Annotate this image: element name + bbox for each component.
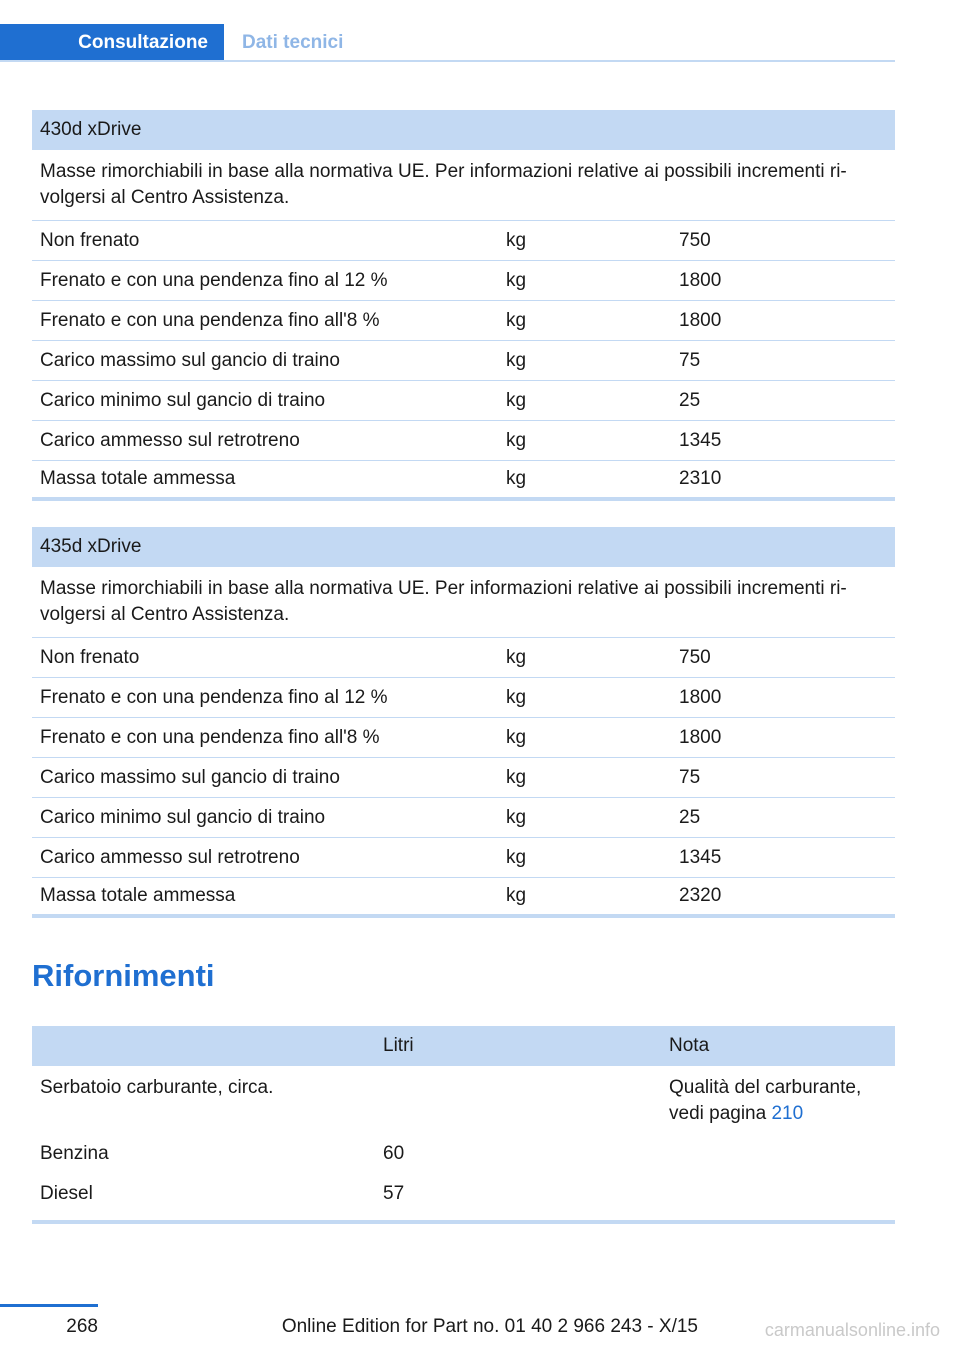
row-label: Carico ammesso sul retrotreno xyxy=(40,429,300,451)
row-label: Frenato e con una pendenza fino all'8 % xyxy=(40,726,380,748)
table-row xyxy=(32,798,895,838)
row-unit: kg xyxy=(506,349,527,371)
watermark: carmanualsonline.info xyxy=(764,1320,940,1340)
table-bottom-rule xyxy=(32,1220,895,1224)
header-cell-nota: Nota xyxy=(669,1035,710,1056)
row-label: Non frenato xyxy=(40,646,140,668)
table-row xyxy=(32,1132,895,1172)
tab-dati-tecnici[interactable]: Dati tecnici xyxy=(242,32,344,53)
row-unit: kg xyxy=(506,646,527,668)
table-row xyxy=(32,461,895,501)
row-label: Carico minimo sul gancio di traino xyxy=(40,806,326,828)
table-title: 430d xDrive xyxy=(32,110,895,150)
table-row xyxy=(32,421,895,461)
page-number: 268 xyxy=(66,1316,98,1337)
table-title: 435d xDrive xyxy=(32,527,895,567)
table-row xyxy=(32,878,895,918)
page-number-bar xyxy=(0,1304,98,1307)
table-row xyxy=(32,638,895,678)
row-value: 1800 xyxy=(679,269,722,291)
row-unit: kg xyxy=(506,468,527,489)
section-title-rifornimenti: Rifornimenti xyxy=(32,958,215,993)
row-unit: kg xyxy=(506,806,527,828)
row-value: 1800 xyxy=(679,686,722,708)
row-label: Frenato e con una pendenza fino al 12 % xyxy=(40,269,388,291)
table-row xyxy=(32,1172,895,1212)
row-label: Carico massimo sul gancio di traino xyxy=(40,766,340,788)
edition-text: Online Edition for Part no. 01 40 2 966 243 - X/15 xyxy=(281,1316,698,1337)
table-header-row xyxy=(32,1026,895,1066)
header-cell-litri: Litri xyxy=(383,1035,414,1056)
row-label: Carico minimo sul gancio di traino xyxy=(40,389,326,411)
row-value: 750 xyxy=(679,646,711,668)
row-unit: kg xyxy=(506,309,527,331)
table-430d xyxy=(32,110,895,501)
table-row xyxy=(32,1066,895,1132)
row-unit: kg xyxy=(506,429,527,451)
row-value: 25 xyxy=(679,389,701,411)
row-unit: kg xyxy=(506,766,527,788)
row-value: 2320 xyxy=(679,885,722,906)
page-reference-link[interactable]: 210 xyxy=(771,1103,804,1124)
row-value: 75 xyxy=(679,766,701,788)
table-row xyxy=(32,678,895,718)
row-label: Frenato e con una pendenza fino al 12 % xyxy=(40,686,388,708)
header-rule xyxy=(0,60,895,62)
row-value: 75 xyxy=(679,349,701,371)
table-row xyxy=(32,381,895,421)
row-liters: 60 xyxy=(383,1143,405,1164)
table-row xyxy=(32,758,895,798)
table-row xyxy=(32,261,895,301)
row-value: 1345 xyxy=(679,429,722,451)
tab-consultazione[interactable]: Consultazione xyxy=(0,24,224,62)
row-label: Serbatoio carburante, circa. xyxy=(40,1077,274,1098)
note-line-2: vedi pagina xyxy=(669,1103,772,1124)
note-line-1: Qualità del carburante, xyxy=(669,1077,862,1098)
row-unit: kg xyxy=(506,846,527,868)
row-label: Massa totale ammessa xyxy=(40,885,236,906)
row-unit: kg xyxy=(506,726,527,748)
chapter-header xyxy=(0,24,895,62)
row-unit: kg xyxy=(506,269,527,291)
row-value: 1345 xyxy=(679,846,722,868)
row-value: 1800 xyxy=(679,726,722,748)
row-value: 2310 xyxy=(679,468,722,489)
row-value: 25 xyxy=(679,806,701,828)
table-note: Masse rimorchiabili in base alla normativa UE. Per informazioni relative ai possibili incrementi ri‐volgersi al Centro Assistenza. xyxy=(32,567,895,638)
row-unit: kg xyxy=(506,229,527,251)
table-435d xyxy=(32,527,895,918)
table-row xyxy=(32,221,895,261)
row-note xyxy=(669,1075,895,1127)
row-label: Diesel xyxy=(40,1183,93,1204)
row-value: 750 xyxy=(679,229,711,251)
row-label: Carico ammesso sul retrotreno xyxy=(40,846,300,868)
row-liters: 57 xyxy=(383,1183,405,1204)
table-row xyxy=(32,838,895,878)
table-note: Masse rimorchiabili in base alla normativa UE. Per informazioni relative ai possibili incrementi ri‐volgersi al Centro Assistenza. xyxy=(32,150,895,221)
row-unit: kg xyxy=(506,885,527,906)
table-row xyxy=(32,718,895,758)
row-label: Non frenato xyxy=(40,229,140,251)
row-label: Carico massimo sul gancio di traino xyxy=(40,349,340,371)
table-rifornimenti xyxy=(32,1026,895,1224)
table-row xyxy=(32,341,895,381)
table-row xyxy=(32,301,895,341)
row-label: Massa totale ammessa xyxy=(40,468,236,489)
row-label: Benzina xyxy=(40,1143,109,1164)
row-value: 1800 xyxy=(679,309,722,331)
row-label: Frenato e con una pendenza fino all'8 % xyxy=(40,309,380,331)
row-unit: kg xyxy=(506,389,527,411)
row-unit: kg xyxy=(506,686,527,708)
